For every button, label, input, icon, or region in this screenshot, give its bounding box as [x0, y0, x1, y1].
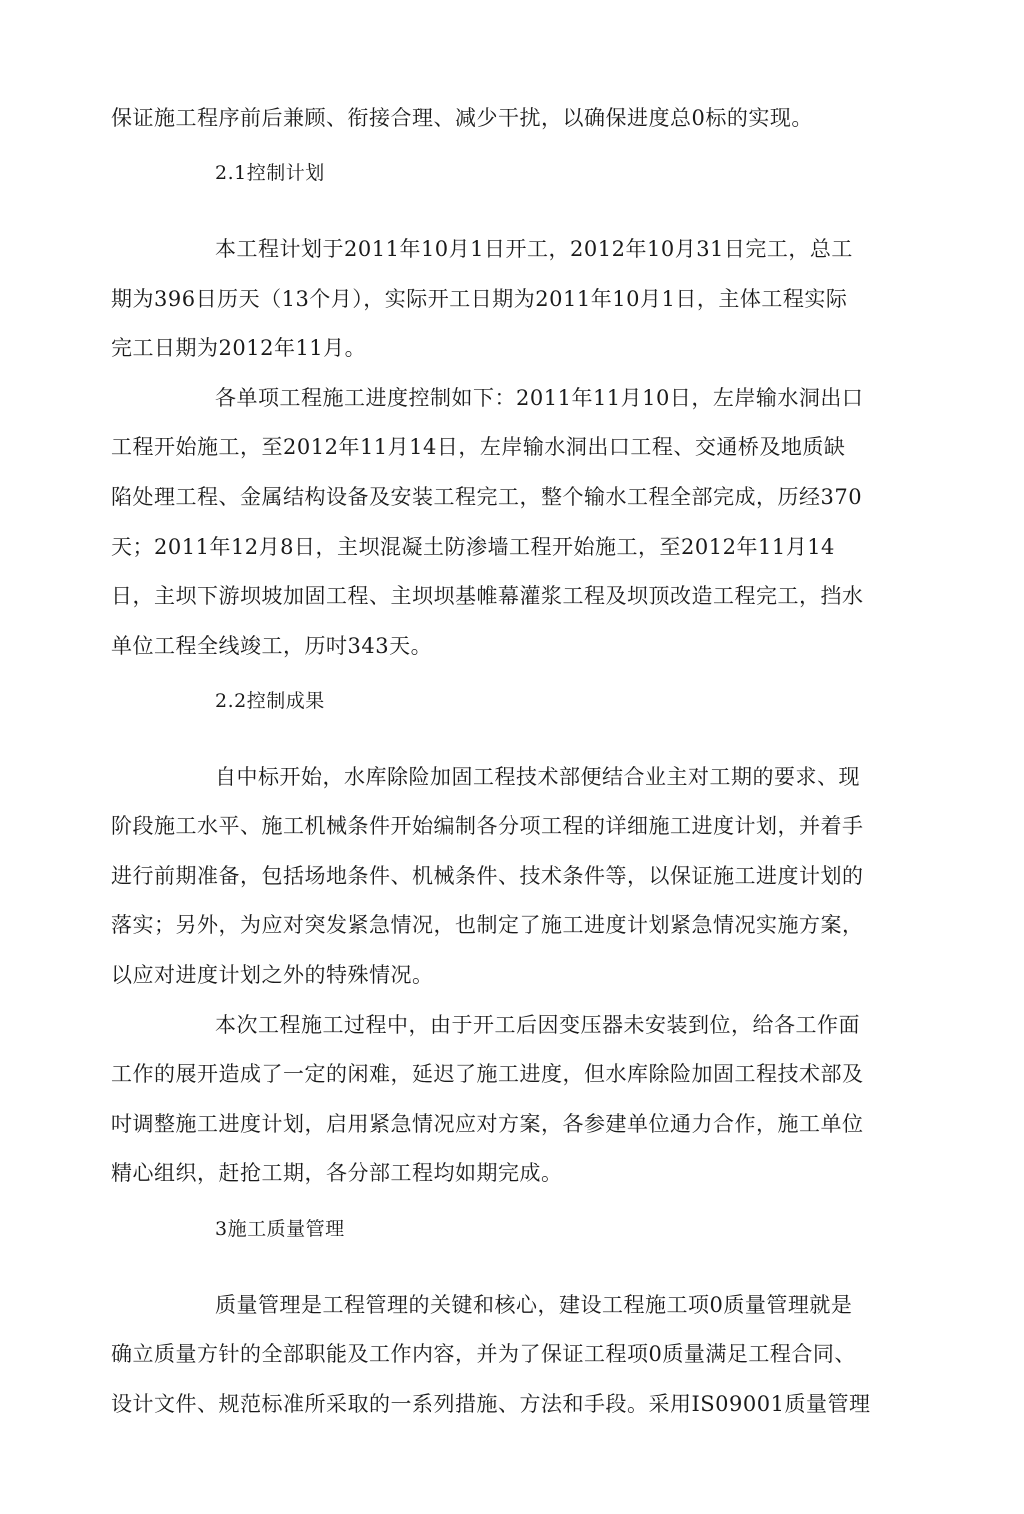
text-line: 工程开始施工，至2012年11月14日，左岸输水洞出口工程、交通桥及地质缺 [111, 435, 846, 459]
text-line: 设计文件、规范标准所采取的一系列措施、方法和手段。采用IS09001质量管理 [111, 1392, 871, 1416]
text-line: 期为396日历天（13个月），实际开工日期为2011年10月1日，主体工程实际 [111, 287, 848, 311]
text-line: 陷处理工程、金属结构设备及安装工程完工，整个输水工程全部完成，历经370 [111, 485, 863, 509]
text-line: 质量管理是工程管理的关键和核心，建设工程施工项0质量管理就是 [215, 1293, 853, 1317]
text-line: 天；2011年12月8日，主坝混凝土防渗墙工程开始施工，至2012年11月14 [111, 535, 835, 559]
section-heading: 3施工质量管理 [215, 1218, 345, 1240]
text-line: 自中标开始，水库除险加固工程技术部便结合业主对工期的要求、现 [215, 765, 860, 789]
text-line: 日，主坝下游坝坡加固工程、主坝坝基帷幕灌浆工程及坝顶改造工程完工，挡水 [111, 584, 864, 608]
text-line: 吋调整施工进度计划，启用紧急情况应对方案，各参建单位通力合作，施工单位 [111, 1112, 864, 1136]
text-line: 精心组织，赶抢工期，各分部工程均如期完成。 [111, 1161, 563, 1185]
text-line: 完工日期为2012年11月。 [111, 336, 367, 360]
text-line: 本次工程施工过程中，由于开工后因变压器未安装到位，给各工作面 [215, 1013, 860, 1037]
text-line: 以应对进度计划之外的特殊情况。 [111, 963, 434, 987]
text-line: 进行前期准备，包括场地条件、机械条件、技术条件等，以保证施工进度计划的 [111, 864, 864, 888]
text-line: 阶段施工水平、施工机械条件开始编制各分项工程的详细施工进度计划，并着手 [111, 814, 864, 838]
text-line: 单位工程全线竣工，历吋343天。 [111, 634, 433, 658]
section-heading: 2.1控制计划 [215, 162, 325, 184]
text-line: 保证施工程序前后兼顾、衔接合理、减少干扰，以确保进度总0标的实现。 [111, 106, 813, 130]
text-line: 确立质量方针的全部职能及工作内容，并为了保证工程项0质量满足工程合同、 [111, 1342, 856, 1366]
section-heading: 2.2控制成果 [215, 690, 325, 712]
text-line: 落实；另外，为应对突发紧急情况，也制定了施工进度计划紧急情况实施方案， [111, 913, 864, 937]
text-line: 本工程计划于2011年10月1日开工，2012年10月31日完工，总工 [215, 237, 853, 261]
text-line: 工作的展开造成了一定的闲难，延迟了施工进度，但水库除险加固工程技术部及 [111, 1062, 864, 1086]
text-line: 各单项工程施工进度控制如下：2011年11月10日，左岸输水洞出口 [215, 386, 864, 410]
